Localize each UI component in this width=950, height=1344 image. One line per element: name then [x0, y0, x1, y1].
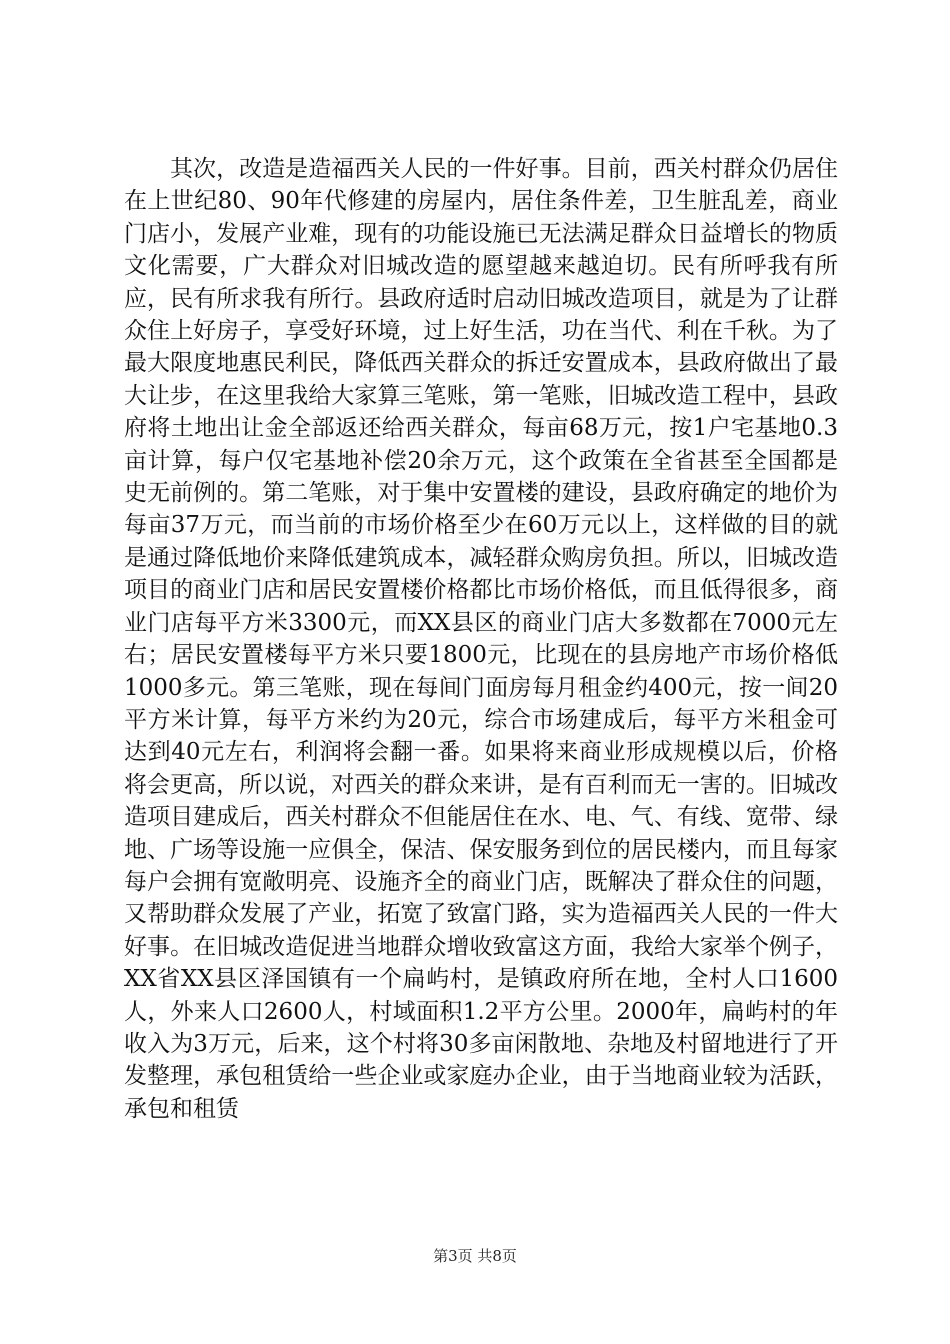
body-paragraph: 其次，改造是造福西关人民的一件好事。目前，西关村群众仍居住在上世纪80、90年代修建的房屋内，居住条件差，卫生脏乱差，商业门店小，发展产业难，现有的功能设施已无法满足群众日益增长的物质文化需要，广大群众对旧城改造的愿望越来越迫切。民有所呼我有所应，民有所求我有所行。县政府适时启动旧城改造项目，就是为了让群众住上好房子，享受好环境，过上好生活，功在当代、利在千秋。为了最大限度地惠民利民，降低西关群众的拆迁安置成本，县政府做出了最大让步，在这里我给大家算三笔账，第一笔账，旧城改造工程中，县政府将土地出让金全部返还给西关群众，每亩68万元，按1户宅基地0.3亩计算，每户仅宅基地补偿20余万元，这个政策在全省甚至全国都是史无前例的。第二笔账，对于集中安置楼的建设，县政府确定的地价为每亩37万元，而当前的市场价格至少在60万元以上，这样做的目的就是通过降低地价来降低建筑成本，减轻群众购房负担。所以，旧城改造项目的商业门店和居民安置楼价格都比市场价格低，而且低得很多，商业门店每平方米3300元，而XX县区的商业门店大多数都在7000元左右；居民安置楼每平方米只要1800元，比现在的县房地产市场价格低1000多元。第三笔账，现在每间门面房每月租金约400元，按一间20平方米计算，每平方米约为20元，综合市场建成后，每平方米租金可达到40元左右，利润将会翻一番。如果将来商业形成规模以后，价格将会更高，所以说，对西关的群众来讲，是有百利而无一害的。旧城改造项目建成后，西关村群众不但能居住在水、电、气、有线、宽带、绿地、广场等设施一应俱全，保洁、保安服务到位的居民楼内，而且每家每户会拥有宽敞明亮、设施齐全的商业门店，既解决了群众住的问题，又帮助群众发展了产业，拓宽了致富门路，实为造福西关人民的一件大好事。在旧城改造促进当地群众增收致富这方面，我给大家举个例子，XX省XX县区泽国镇有一个扁屿村，是镇政府所在地，全村人口1600人，外来人口2600人，村域面积1.2平方公里。2000年，扁屿村的年收入为3万元，后来，这个村将30多亩闲散地、杂地及村留地进行了开发整理，承包租赁给一些企业或家庭办企业，由于当地商业较为活跃，承包和租赁 [124, 156, 838, 1122]
page-number-footer: 第3页 共8页 [433, 1247, 517, 1265]
